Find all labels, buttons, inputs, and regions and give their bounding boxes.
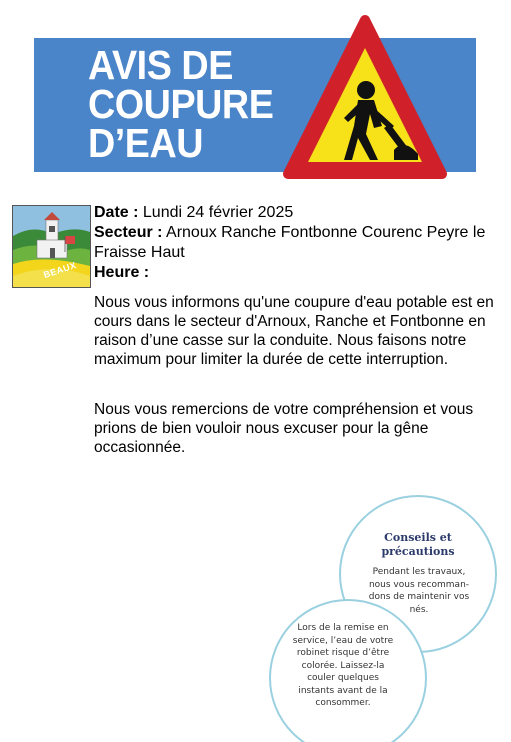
date-value: Lundi 24 février 2025	[142, 204, 294, 221]
notice-paragraph-1: Nous vous informons qu'une coupure d'eau potable est en cours dans le secteur d'Arnoux, Ranche et Fontbonne en raison d’une casse sur la conduite. Nous faisons notre maximum pour limiter la durée de cette interruption.	[94, 294, 494, 368]
tip1-line-1: Pendant les travaux,	[372, 567, 466, 577]
banner-title	[88, 42, 274, 166]
tip1-line-3: dons de maintenir vos	[368, 592, 470, 602]
tip2-line-2: service, l’eau de votre	[292, 635, 394, 646]
date-label: Date :	[94, 204, 139, 221]
sector-label: Secteur :	[94, 224, 163, 241]
notice-info	[94, 203, 504, 283]
notice-paragraph-2: Nous vous remercions de votre compréhension et vous prions de bien vouloir nous excuser pour la gêne occasionnée.	[94, 401, 474, 456]
tip2-line-5: couler quelques	[307, 673, 379, 683]
road-works-sign-icon	[282, 14, 448, 186]
sector-value: Arnoux Ranche Fontbonne Courenc Peyre le Fraisse Haut	[94, 224, 486, 261]
tip-during-works	[344, 566, 494, 616]
banner-title-line-2: COUPURE	[88, 81, 274, 127]
tip2-line-7: consommer.	[315, 698, 371, 708]
tip2-line-4: colorée. Laissez-la	[301, 660, 385, 671]
tips-title-line-1: Conseils et	[384, 531, 452, 544]
banner-title-line-3: D’EAU	[88, 120, 204, 166]
date-row	[94, 203, 504, 223]
tip-service-restore	[268, 622, 418, 710]
tips-title-line-2: précautions	[381, 545, 455, 558]
logo-label: BEAUX	[42, 259, 78, 281]
hour-row	[94, 263, 504, 283]
tip1-line-4: nés.	[409, 604, 429, 615]
tip2-line-1: Lors de la remise en	[297, 623, 389, 633]
tip2-line-6: instants avant de la	[298, 685, 388, 696]
tip1-line-2: nous vous recomman-	[368, 579, 470, 590]
hour-label: Heure :	[94, 264, 150, 281]
tips-title	[348, 531, 488, 559]
village-logo	[12, 205, 91, 288]
tip2-line-3: robinet risque d’être	[296, 648, 390, 658]
banner-title-line-1: AVIS DE	[88, 42, 233, 88]
sector-row	[94, 223, 504, 263]
